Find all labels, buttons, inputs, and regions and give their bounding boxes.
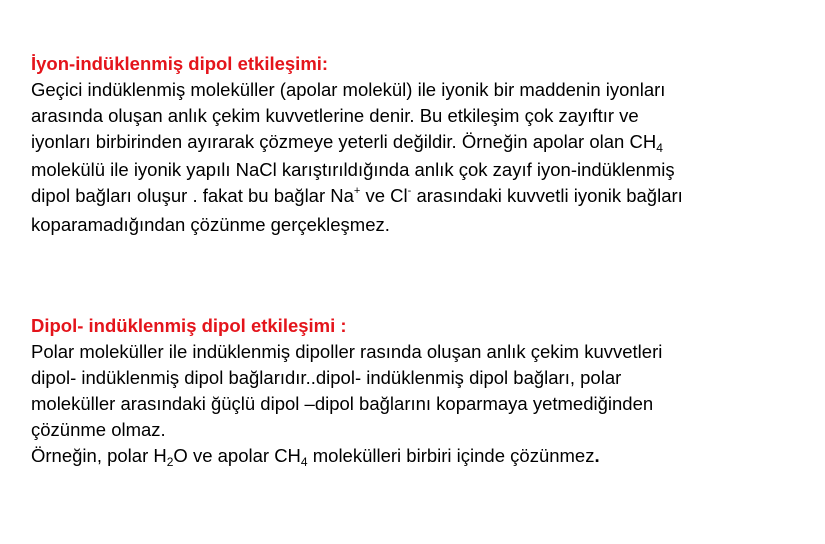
paragraph-line: dipol- indüklenmiş dipol bağlarıdır..dipol- indüklenmiş dipol bağları, polar — [31, 367, 622, 388]
paragraph-line — [31, 183, 811, 212]
superscript: + — [353, 185, 361, 197]
text-span: Örneğin, polar H — [31, 445, 167, 466]
text-span: ve Cl — [360, 185, 408, 206]
dipole-induced-dipole-heading: Dipol- indüklenmiş dipol etkileşimi : — [31, 315, 347, 336]
subscript: 4 — [300, 455, 308, 469]
paragraph-line: moleküller arasındaki ğüçlü dipol –dipol bağlarını koparmaya yetmediğinden — [31, 393, 654, 414]
paragraph-line: arasında oluşan anlık çekim kuvvetlerine denir. Bu etkileşim çok zayıftır ve — [31, 105, 639, 126]
text-span: molekülleri birbiri içinde çözünmez — [307, 445, 595, 466]
paragraph-line: Polar moleküller ile indüklenmiş dipoller rasında oluşan anlık çekim kuvvetleri — [31, 341, 663, 362]
paragraph-line — [31, 443, 811, 471]
dipole-induced-dipole-section — [31, 313, 811, 471]
paragraph-line: koparamadığından çözünme gerçekleşmez. — [31, 214, 390, 235]
ion-induced-dipole-heading: İyon-indüklenmiş dipol etkileşimi: — [31, 53, 329, 74]
final-period: . — [594, 445, 600, 466]
paragraph-line: molekülü ile iyonik yapılı NaCl karıştırıldığında anlık çok zayıf iyon-indüklenmiş — [31, 159, 675, 180]
text-span: dipol bağları oluşur . fakat bu bağlar Na — [31, 185, 354, 206]
text-span: iyonları birbirinden ayırarak çözmeye yeterli değildir. Örneğin apolar olan CH — [31, 131, 657, 152]
text-span: arasındaki kuvvetli iyonik bağları — [411, 185, 683, 206]
superscript: - — [407, 185, 412, 197]
paragraph-line: çözünme olmaz. — [31, 419, 166, 440]
subscript: 2 — [166, 455, 174, 469]
ion-induced-dipole-section — [31, 51, 811, 238]
paragraph-line: Geçici indüklenmiş moleküller (apolar molekül) ile iyonik bir maddenin iyonları — [31, 79, 666, 100]
text-span: O ve apolar CH — [173, 445, 301, 466]
paragraph-line — [31, 129, 811, 157]
subscript: 4 — [656, 141, 663, 155]
